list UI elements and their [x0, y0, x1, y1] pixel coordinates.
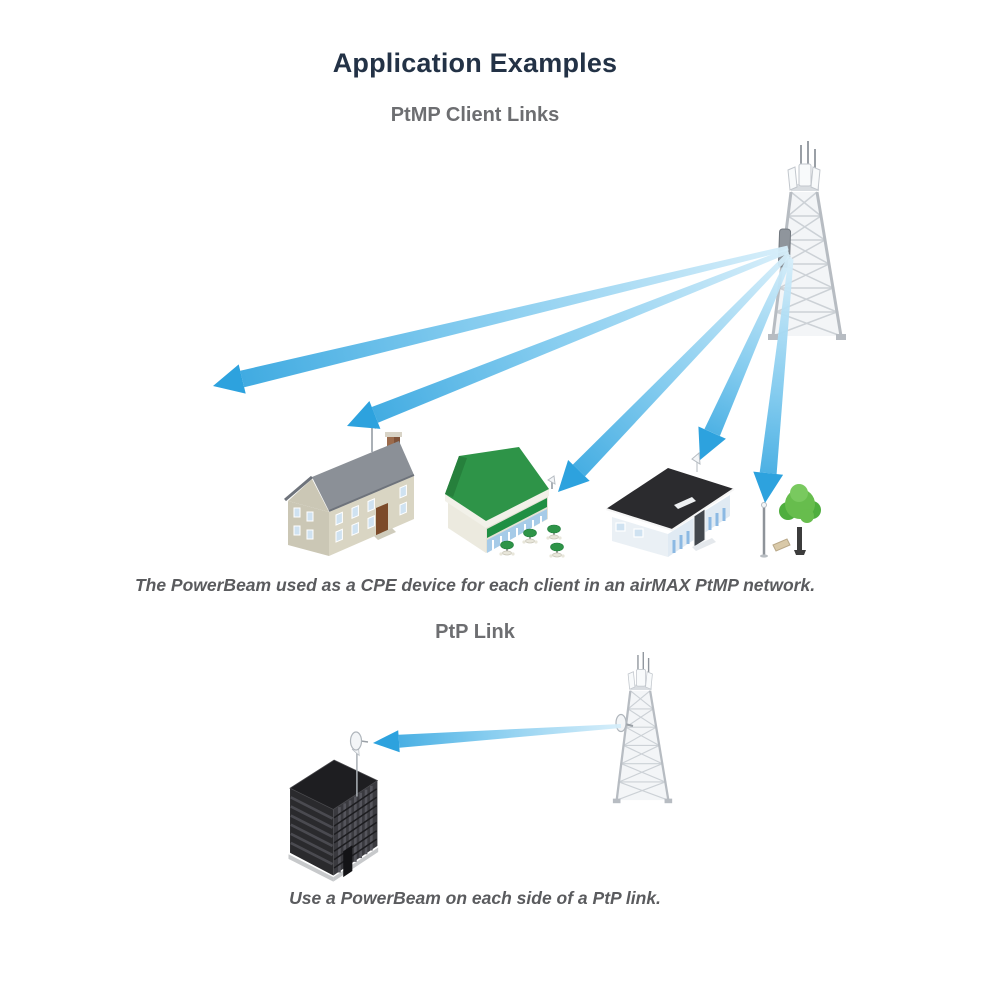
beam-arrowhead [213, 364, 246, 393]
ptp-section-heading: PtP Link [435, 621, 515, 643]
warehouse-cpe-icon [692, 453, 700, 472]
ptmp-caption: The PowerBeam used as a CPE device for each client in an airMAX PtMP network. [134, 575, 816, 595]
beam-arrowhead [373, 730, 400, 752]
ptp-caption: Use a PowerBeam on each side of a PtP link. [289, 888, 661, 908]
beam-shaft [399, 724, 622, 748]
powerbeam-dish-icon [351, 732, 369, 750]
ptp-beams [373, 724, 621, 752]
cafe-cpe-icon [548, 476, 555, 489]
beam-shaft [573, 252, 791, 476]
ptmp-diagram [213, 141, 846, 558]
bench [773, 539, 790, 551]
cafe-building [445, 447, 565, 558]
cpe-pole [760, 503, 768, 558]
warehouse [606, 453, 734, 557]
page-title: Application Examples [332, 48, 618, 78]
beam-arrowhead [753, 472, 783, 503]
ptmp-section-heading: PtMP Client Links [390, 104, 560, 126]
ptp-office-building [289, 746, 379, 882]
ptp-diagram [289, 652, 673, 882]
house [285, 415, 414, 556]
